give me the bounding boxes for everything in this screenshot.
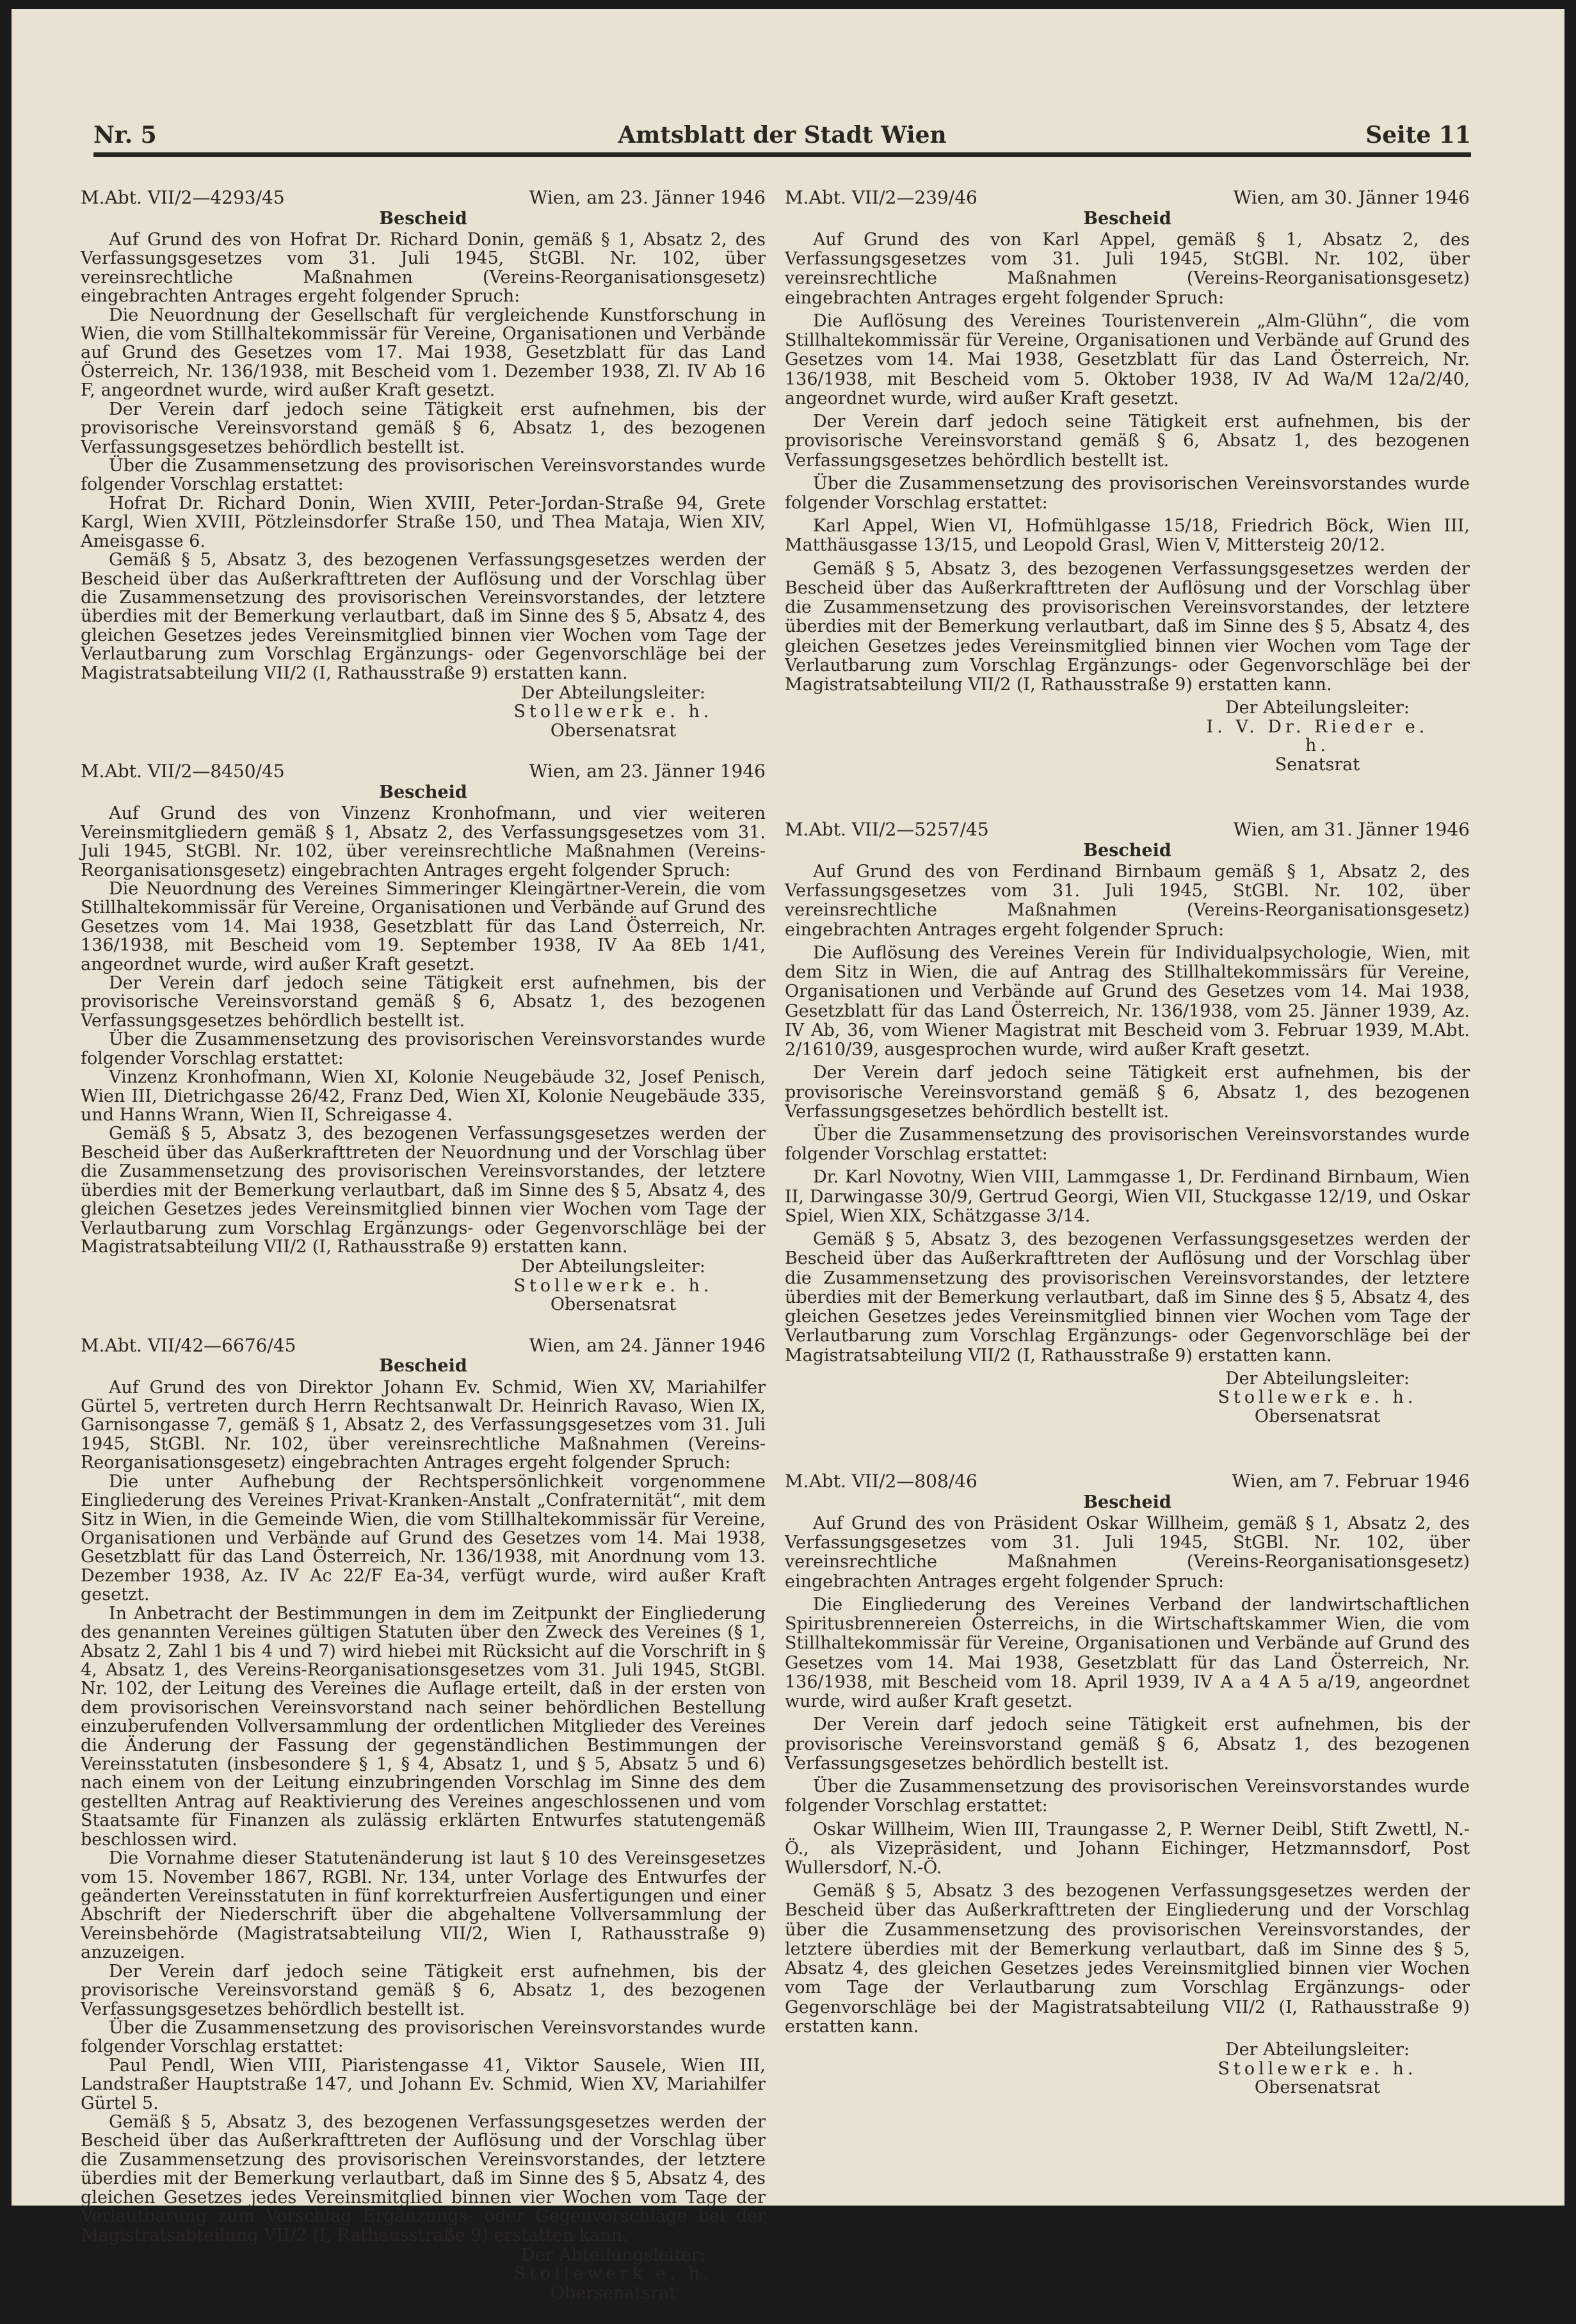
bescheid-block [81,762,766,1314]
bescheid-date: Wien, am 31. Jänner 1946 [1233,819,1470,841]
paragraph: Die Auflösung des Vereines Verein für Individualpsychologie, Wien, mit dem Sitz in Wien, die auf Antrag des Stillhaltekommissärs für Vereine, Organisationen und Verbände auf Grund des Gesetzes vom 14. Mai 1938, Gesetzblatt für das Land Österreich, Nr. 136/1938, vom 25. Jänner 1939, Az. IV Ab, 36, vom Wiener Magistrat mit Bescheid vom 3. Februar 1939, M.Abt. 2/1610/39, ausgesprochen wurde, wird außer Kraft gesetzt. [785,942,1470,1060]
signature [785,1369,1470,1426]
paragraph: Über die Zusammensetzung des provisorischen Vereinsvorstandes wurde folgender Vorschlag erstattet: [785,1777,1470,1816]
reference-number: M.Abt. VII/2—4293/45 [81,187,285,208]
bescheid-title: Bescheid [1083,1492,1171,1512]
paragraph: Auf Grund des von Ferdinand Birnbaum gemäß § 1, Absatz 2, des Verfassungsgesetzes vom 31. Juli 1945, StGBl. Nr. 102, über vereinsrechtliche Maßnahmen (Vereins-Reorganisationsgesetz) eingebrachten Antrages ergeht folgender Spruch: [785,861,1470,940]
paragraph: Gemäß § 5, Absatz 3, des bezogenen Verfassungsgesetzes werden der Bescheid über das Außerkrafttreten der Auflösung und der Vorschlag über die Zusammensetzung des provisorischen Vereinsvorstandes, der letztere überdies mit der Bemerkung verlautbart, daß im Sinne des § 5, Absatz 4, des gleichen Gesetzes jedes Vereinsmitglied binnen vier Wochen vom Tage der Verlautbarung zum Vorschlag Ergänzungs- oder Gegenvorschläge bei der Magistratsabteilung VII/2 (I, Rathausstraße 9) erstatten kann. [81,2112,766,2245]
bescheid-meta [785,820,1470,840]
paragraph: Gemäß § 5, Absatz 3 des bezogenen Verfassungsgesetzes werden der Bescheid über das Außerkrafttreten der Eingliederung und der Vorschlag über die Zusammensetzung des provisorischen Vereinsvorstandes, der letztere überdies mit der Bemerkung verlautbart, daß im Sinne des § 5, Absatz 4, des gleichen Gesetzes jedes Vereinsmitglied binnen vier Wochen vom Tage der Verlautbarung zum Vorschlag Ergänzungs- oder Gegenvorschläge bei der Magistratsabteilung VII/2 (I, Rathausstraße 9) erstatten kann. [785,1881,1470,2037]
signature [81,1257,766,1314]
right-column [785,188,1470,2143]
signature-title: Obersenatsrat [1254,2077,1381,2097]
signature-title: Obersenatsrat [550,720,677,741]
bescheid-block [785,820,1470,1426]
bescheid-title: Bescheid [379,208,467,229]
bescheid-meta [785,1472,1470,1492]
paragraph: Der Verein darf jedoch seine Tätigkeit erst aufnehmen, bis der provisorische Vereinsvorstand gemäß § 6, Absatz 1, des bezogenen Verfassungsgesetzes behördlich bestellt ist. [81,1961,766,2019]
paragraph: Auf Grund des von Hofrat Dr. Richard Donin, gemäß § 1, Absatz 2, des Verfassungsgesetzes vom 31. Juli 1945, StGBl. Nr. 102, über vereinsrechtliche Maßnahmen (Vereins-Reorganisationsgesetz) eingebrachten Antrages ergeht folgender Spruch: [81,229,766,307]
signature-title: Obersenatsrat [1254,1406,1381,1426]
paragraph: Die Neuordnung der Gesellschaft für vergleichende Kunstforschung in Wien, die vom Stillhaltekommissär für Vereine, Organisationen und Verbände auf Grund des Gesetzes vom 17. Mai 1938, Gesetzblatt für das Land Österreich, Nr. 136/1938, mit Bescheid vom 1. Dezember 1938, Zl. IV Ab 16 F, angeordnet wurde, wird außer Kraft gesetzt. [81,305,766,401]
bescheid-meta [81,762,766,782]
signature-title: Obersenatsrat [550,2282,677,2303]
signature-name: Stollewerk e. h. [513,1275,713,1296]
paragraph: Auf Grund des von Vinzenz Kronhofmann, und vier weiteren Vereinsmitgliedern gemäß § 1, Absatz 2, des Verfassungsgesetzes vom 31. Juli 1945, StGBl. Nr. 102, über vereinsrechtliche Maßnahmen (Vereins-Reorganisationsgesetz) eingebrachten Antrages ergeht folgender Spruch: [81,803,766,880]
signature-role: Der Abteilungsleiter: [1225,2040,1410,2060]
paragraph: Auf Grund des von Präsident Oskar Willheim, gemäß § 1, Absatz 2, des Verfassungsgesetzes vom 31. Juli 1945, StGBl. Nr. 102, über vereinsrechtliche Maßnahmen (Vereins-Reorganisationsgesetz) eingebrachten Antrages ergeht folgender Spruch: [785,1513,1470,1592]
paragraph: Der Verein darf jedoch seine Tätigkeit erst aufnehmen, bis der provisorische Vereinsvorstand gemäß § 6, Absatz 1, des bezogenen Verfassungsgesetzes behördlich bestellt ist. [785,412,1470,471]
bescheid-meta [81,1336,766,1356]
signature-name: Stollewerk e. h. [1218,2058,1417,2079]
paragraph: Über die Zusammensetzung des provisorischen Vereinsvorstandes wurde folgender Vorschlag erstattet: [81,1029,766,1069]
signature-role: Der Abteilungsleiter: [1225,698,1410,718]
header-rule [93,152,1471,157]
paragraph: Paul Pendl, Wien VIII, Piaristengasse 41, Viktor Sausele, Wien III, Landstraßer Hauptstraße 147, und Johann Ev. Schmid, Wien XV, Mariahilfer Gürtel 5. [81,2055,766,2113]
paragraph: Der Verein darf jedoch seine Tätigkeit erst aufnehmen, bis der provisorische Vereinsvorstand gemäß § 6, Absatz 1, des bezogenen Verfassungsgesetzes behördlich bestellt ist. [81,973,766,1031]
bescheid-meta [81,188,766,208]
signature [81,684,766,740]
paragraph: Über die Zusammensetzung des provisorischen Vereinsvorstandes wurde folgender Vorschlag erstattet: [785,473,1470,513]
signature-title: Senatsrat [1274,754,1360,775]
paragraph: Gemäß § 5, Absatz 3, des bezogenen Verfassungsgesetzes werden der Bescheid über das Außerkrafttreten der Auflösung und der Vorschlag über die Zusammensetzung des provisorischen Vereinsvorstandes, der letztere überdies mit der Bemerkung verlautbart, daß im Sinne des § 5, Absatz 4, des gleichen Gesetzes jedes Vereinsmitglied binnen vier Wochen vom Tage der Verlautbarung zum Vorschlag Ergänzungs- oder Gegenvorschläge bei der Magistratsabteilung VII/2 (I, Rathausstraße 9) erstatten kann. [785,558,1470,695]
paragraph: Der Verein darf jedoch seine Tätigkeit erst aufnehmen, bis der provisorische Vereinsvorstand gemäß § 6, Absatz 1, des bezogenen Verfassungsgesetzes behördlich bestellt ist. [785,1063,1470,1122]
signature [81,2246,766,2302]
page-number: Seite 11 [1365,122,1471,149]
issue-number: Nr. 5 [93,122,157,149]
bescheid-block [81,1336,766,2303]
reference-number: M.Abt. VII/42—6676/45 [81,1334,296,1356]
bescheid-date: Wien, am 23. Jänner 1946 [529,187,766,208]
paragraph: Karl Appel, Wien VI, Hofmühlgasse 15/18, Friedrich Böck, Wien III, Matthäusgasse 13/15, und Leopold Grasl, Wien V, Mittersteig 20/12. [785,516,1470,556]
paragraph: Die Vornahme dieser Statutenänderung ist laut § 10 des Vereinsgesetzes vom 15. November 1867, RGBl. Nr. 134, unter Vorlage des Entwurfes der geänderten Vereinsstatuten in fünf korrekturfreien Ausfertigungen und einer Abschrift der Niederschrift über die abgehaltene Vollversammlung der Vereinsbehörde (Magistratsabteilung VII/2, Wien I, Rathausstraße 9) anzuzeigen. [81,1848,766,1963]
page-header [93,111,1471,156]
publication-title: Amtsblatt der Stadt Wien [618,122,947,149]
paragraph: Gemäß § 5, Absatz 3, des bezogenen Verfassungsgesetzes werden der Bescheid über das Außerkrafttreten der Auflösung und der Vorschlag über die Zusammensetzung des provisorischen Vereinsvorstandes, der letztere überdies mit der Bemerkung verlautbart, daß im Sinne des § 5, Absatz 4, des gleichen Gesetzes jedes Vereinsmitglied binnen vier Wochen vom Tage der Verlautbarung zum Vorschlag Ergänzungs- oder Gegenvorschläge bei der Magistratsabteilung VII/2 (I, Rathausstraße 9) erstatten kann. [785,1229,1470,1366]
paragraph: Die Neuordnung des Vereines Simmeringer Kleingärtner-Verein, die vom Stillhaltekommissär für Vereine, Organisationen und Verbände auf Grund des Gesetzes vom 14. Mai 1938, Gesetzblatt für das Land Österreich, Nr. 136/1938, mit Bescheid vom 19. September 1938, IV Aa 8Eb 1/41, angeordnet wurde, wird außer Kraft gesetzt. [81,878,766,974]
bescheid-date: Wien, am 30. Jänner 1946 [1233,187,1470,208]
paragraph: In Anbetracht der Bestimmungen in dem im Zeitpunkt der Eingliederung des genannten Vereines gültigen Statuten über den Zweck des Vereines (§ 1, Absatz 2, Zahl 1 bis 4 und 7) wird hiebei mit Rücksicht auf die Vorschrift in § 4, Absatz 1, des Vereins-Reorganisationsgesetzes vom 31. Juli 1945, StGBl. Nr. 102, der Leitung des Vereines die Auflage erteilt, daß in der ersten von dem provisorischen Vereinsvorstand nach seiner behördlichen Bestellung einzuberufenden Vollversammlung der ordentlichen Mitglieder des Vereines die Änderung der Fassung der gegenständlichen Bestimmungen der Vereinsstatuten (insbesondere § 1, § 4, Absatz 1, und § 5, Absatz 5 und 6) nach einem von der Leitung einzubringenden Vorschlag im Sinne des dem gestellten Antrag auf Reaktivierung des Vereines angeschlossenen und vom Staatsamte für Finanzen als zulässig erklärten Entwurfes statutengemäß beschlossen wird. [81,1603,766,1850]
paragraph: Die unter Aufhebung der Rechtspersönlichkeit vorgenommene Eingliederung des Vereines Privat-Kranken-Anstalt „Confraternität“, mit dem Sitz in Wien, in die Gemeinde Wien, die vom Stillhaltekommissär für Vereine, Organisationen und Verbände auf Grund des Gesetzes vom 14. Mai 1938, Gesetzblatt für das Land Österreich, Nr. 136/1938, mit Anordnung vom 13. Dezember 1938, Az. IV Ac 22/F Ea-34, verfügt wurde, wird außer Kraft gesetzt. [81,1471,766,1605]
bescheid-block [81,188,766,740]
bescheid-block [785,188,1470,774]
paragraph: Dr. Karl Novotny, Wien VIII, Lammgasse 1, Dr. Ferdinand Birnbaum, Wien II, Darwingasse 30/9, Gertrud Georgi, Wien VII, Stuckgasse 12/19, und Oskar Spiel, Wien XIX, Schätzgasse 3/14. [785,1167,1470,1226]
paragraph: Die Eingliederung des Vereines Verband der landwirtschaftlichen Spiritusbrennereien Österreichs, in die Wirtschaftskammer Wien, die vom Stillhaltekommissär für Vereine, Organisationen und Verbände auf Grund des Gesetzes vom 14. Mai 1938, Gesetzblatt für das Land Österreich, Nr. 136/1938, mit Bescheid vom 18. April 1939, IV A a 4 A 5 a/19, angeordnet wurde, wird außer Kraft gesetzt. [785,1594,1470,1712]
newspaper-page [12,9,1564,2303]
signature [785,698,1470,774]
bescheid-date: Wien, am 7. Februar 1946 [1232,1471,1470,1492]
bescheid-title: Bescheid [379,782,467,802]
signature-role: Der Abteilungsleiter: [1225,1368,1410,1389]
bescheid-title: Bescheid [1083,208,1171,229]
paragraph: Der Verein darf jedoch seine Tätigkeit erst aufnehmen, bis der provisorische Vereinsvorstand gemäß § 6, Absatz 1, des bezogenen Verfassungsgesetzes behördlich bestellt ist. [81,399,766,457]
bescheid-title: Bescheid [379,1356,467,1376]
signature-name: I. V. Dr. Rieder e. h. [1206,716,1429,756]
paragraph: Vinzenz Kronhofmann, Wien XI, Kolonie Neugebäude 32, Josef Penisch, Wien III, Dietrichgasse 26/42, Franz Ded, Wien XI, Kolonie Neugebäude 335, und Hanns Wrann, Wien II, Schreigasse 4. [81,1067,766,1126]
bescheid-date: Wien, am 24. Jänner 1946 [529,1334,766,1356]
paragraph: Gemäß § 5, Absatz 3, des bezogenen Verfassungsgesetzes werden der Bescheid über das Außerkrafttreten der Auflösung und der Vorschlag über die Zusammensetzung des provisorischen Vereinsvorstandes, der letztere überdies mit der Bemerkung verlautbart, daß im Sinne des § 5, Absatz 4, des gleichen Gesetzes jedes Vereinsmitglied binnen vier Wochen vom Tage der Verlautbarung zum Vorschlag Ergänzungs- oder Gegenvorschläge bei der Magistratsabteilung VII/2 (I, Rathausstraße 9) erstatten kann. [81,550,766,683]
paragraph: Oskar Willheim, Wien III, Traungasse 2, P. Werner Deibl, Stift Zwettl, N.-Ö., als Vizepräsident, und Johann Eichinger, Hetzmannsdorf, Post Wullersdorf, N.-Ö. [785,1819,1470,1878]
bescheid-block [785,1472,1470,2097]
signature-name: Stollewerk e. h. [513,702,713,722]
paragraph: Über die Zusammensetzung des provisorischen Vereinsvorstandes wurde folgender Vorschlag erstattet: [81,2017,766,2057]
signature-role: Der Abteilungsleiter: [521,2245,705,2265]
reference-number: M.Abt. VII/2—239/46 [785,187,977,208]
reference-number: M.Abt. VII/2—5257/45 [785,819,989,841]
paragraph: Die Auflösung des Vereines Touristenverein „Alm-Glühn“, die vom Stillhaltekommissär für Vereine, Organisationen und Verbände auf Grund des Gesetzes vom 14. Mai 1938, Gesetzblatt für das Land Österreich, Nr. 136/1938, mit Bescheid vom 5. Oktober 1938, IV Ad Wa/M 12a/2/40, angeordnet wurde, wird außer Kraft gesetzt. [785,311,1470,408]
left-column [81,188,766,2324]
bescheid-meta [785,188,1470,208]
paragraph: Auf Grund des von Direktor Johann Ev. Schmid, Wien XV, Mariahilfer Gürtel 5, vertreten durch Herrn Rechtsanwalt Dr. Heinrich Ravaso, Wien IX, Garnisongasse 7, gemäß § 1, Absatz 2, des Verfassungsgesetzes vom 31. Juli 1945, StGBl. Nr. 102, über vereinsrechtliche Maßnahmen (Vereins-Reorganisationsgesetz) eingebrachten Antrages ergeht folgender Spruch: [81,1377,766,1473]
paragraph: Hofrat Dr. Richard Donin, Wien XVIII, Peter-Jordan-Straße 94, Grete Kargl, Wien XVIII, Pötzleinsdorfer Straße 150, und Thea Mataja, Wien XIV, Ameisgasse 6. [81,493,766,551]
reference-number: M.Abt. VII/2—8450/45 [81,761,285,782]
signature-name: Stollewerk e. h. [1218,1387,1417,1408]
bescheid-title: Bescheid [1083,840,1171,860]
paragraph: Gemäß § 5, Absatz 3, des bezogenen Verfassungsgesetzes werden der Bescheid über das Außerkrafttreten der Neuordnung und der Vorschlag über die Zusammensetzung des provisorischen Vereinsvorstandes, der letztere überdies mit der Bemerkung verlautbart, daß im Sinne des § 5, Absatz 4, des gleichen Gesetzes jedes Vereinsmitglied binnen vier Wochen vom Tage der Verlautbarung zum Vorschlag Ergänzungs- oder Gegenvorschläge bei der Magistratsabteilung VII/2 (I, Rathausstraße 9) erstatten kann. [81,1124,766,1257]
paragraph: Über die Zusammensetzung des provisorischen Vereinsvorstandes wurde folgender Vorschlag erstattet: [81,456,766,495]
paragraph: Der Verein darf jedoch seine Tätigkeit erst aufnehmen, bis der provisorische Vereinsvorstand gemäß § 6, Absatz 1, des bezogenen Verfassungsgesetzes behördlich bestellt ist. [785,1715,1470,1773]
signature [785,2040,1470,2097]
reference-number: M.Abt. VII/2—808/46 [785,1471,977,1492]
paragraph: Über die Zusammensetzung des provisorischen Vereinsvorstandes wurde folgender Vorschlag erstattet: [785,1125,1470,1165]
signature-name: Stollewerk e. h. [513,2264,713,2284]
signature-role: Der Abteilungsleiter: [521,683,705,704]
signature-title: Obersenatsrat [550,1295,677,1315]
paragraph: Auf Grund des von Karl Appel, gemäß § 1, Absatz 2, des Verfassungsgesetzes vom 31. Juli 1945, StGBl. Nr. 102, über vereinsrechtliche Maßnahmen (Vereins-Reorganisationsgesetz) eingebrachten Antrages ergeht folgender Spruch: [785,229,1470,308]
bescheid-date: Wien, am 23. Jänner 1946 [529,761,766,782]
signature-role: Der Abteilungsleiter: [521,1257,705,1277]
